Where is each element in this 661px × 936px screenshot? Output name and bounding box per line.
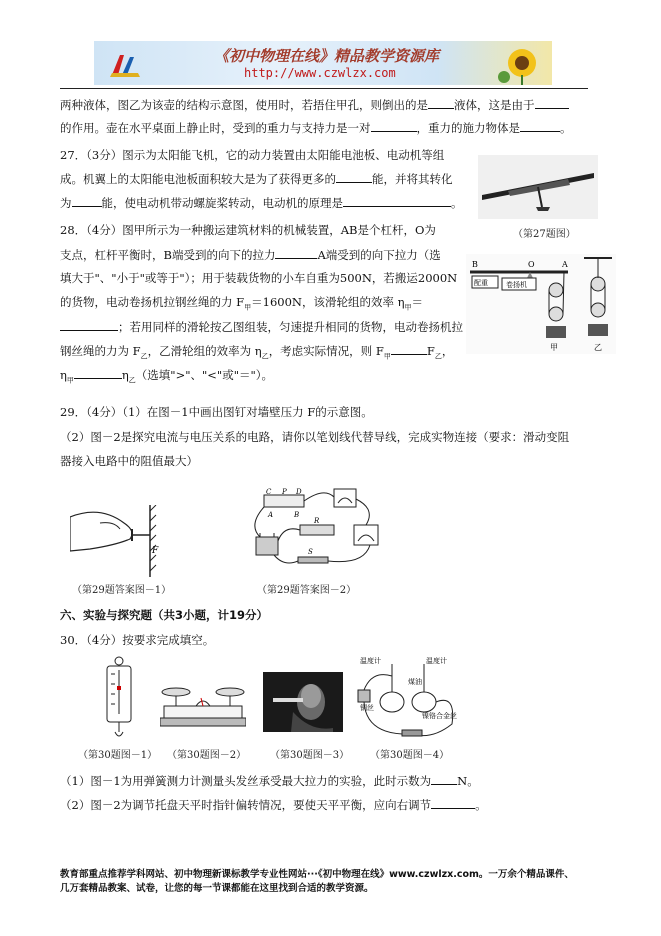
label-copper-wire: 铜丝: [360, 704, 374, 712]
figure-30-4-heating-experiment: [352, 654, 462, 744]
q28-line-5: ；若用同样的滑轮按乙图组装，匀速提升相同的货物，电动卷扬机拉: [60, 318, 463, 335]
figure-30-1-caption: （第30题图－1）: [78, 750, 158, 761]
footer-line-2: 几万套精品教案、试卷，让您的每一节课都能在这里找到合适的教学资源。: [60, 883, 374, 894]
label-A: A: [268, 511, 274, 519]
figure-28-pulley-machine: [466, 254, 616, 354]
q28-line-4: 的货物，电动卷扬机拉钢丝绳的力 $F_甲=1600N$，该滑轮组的效率 $\eta_甲=$: [60, 295, 424, 312]
q28-line-2: 支点，杠杆平衡时，B端受到的向下的拉力 A端受到的向下拉力（选: [60, 248, 441, 262]
label-S: S: [308, 548, 313, 556]
figure-30-4-caption: （第30题图－4）: [370, 750, 450, 761]
footer-line-1: 教育部重点推荐学科网站、初中物理新课标教学专业性网站···《初中物理在线》www.czwlzx.com。一万余个精品课件、: [60, 869, 574, 880]
label-winch: 卷扬机: [506, 281, 527, 289]
label-jia: 甲: [550, 343, 558, 352]
banner-url[interactable]: http://www.czwlzx.com: [244, 66, 396, 80]
q27-line-1: 27．（3分）图示为太阳能飞机，它的动力装置由太阳能电池板、电动机等组: [60, 148, 445, 162]
label-B: B: [472, 260, 478, 269]
label-C: C: [266, 488, 272, 496]
text-line-1: 两种液体，图乙为该壶的结构示意图，使用时，若捂住甲孔，则倒出的是 液体，这是由于: [60, 96, 569, 113]
label-counterweight: 配重: [474, 279, 488, 287]
q30-line-3: （2）图－2为调节托盘天平时指针偏转情况，要使天平平衡，应向右调节 。: [60, 798, 487, 812]
figure-29-2-caption: （第29题答案图－2）: [257, 585, 357, 596]
q28-line-6: 钢丝绳的力为 $F_乙$，乙滑轮组的效率为 $\eta_乙$，考虑实际情况，则 $F_甲$ $F_乙$，: [60, 344, 454, 361]
q30-line-2: （1）图－1为用弹簧测力计测量头发丝承受最大拉力的实验，此时示数为 N。: [60, 774, 479, 788]
label-nichrome-wire: 镍铬合金丝: [422, 712, 457, 720]
label-D: D: [296, 488, 302, 496]
label-A: A: [562, 260, 568, 269]
q30-line-1: 30．（4分）按要求完成填空。: [60, 633, 215, 647]
figure-29-1-caption: （第29题答案图－1）: [72, 585, 172, 596]
label-O: O: [528, 260, 535, 269]
figure-30-1-spring-scale: [97, 656, 141, 742]
q29-line-2: （2）图－2是探究电流与电压关系的电路，请你以笔划线代替导线，完成实物连接（要求：滑动变阻: [60, 430, 570, 444]
figure-27-solar-plane: [478, 155, 598, 219]
figure-27-caption: （第27题图）: [513, 229, 576, 240]
header-rule: [60, 88, 588, 89]
q27-line-3: 为 能，使电动机带动螺旋桨转动，电动机的原理是 。: [60, 196, 463, 210]
q28-line-1: 28．（4分）图甲所示为一种搬运建筑材料的机械装置，AB是个杠杆，O为: [60, 223, 436, 237]
label-thermometer-2: 温度计: [426, 657, 447, 665]
q29-line-3: 器接入电路中的阻值最大）: [60, 454, 198, 468]
text-line-2: 的作用。壶在水平桌面上静止时，受到的重力与支持力是一对 ，重力的施力物体是 。: [60, 121, 572, 135]
label-F: F: [152, 546, 159, 556]
q27-line-2: 成。机翼上的太阳能电池板面积较大是为了获得更多的 能，并将其转化: [60, 172, 453, 186]
q29-line-1: 29．（4分）（1）在图－1中画出图钉对墙壁压力 F的示意图。: [60, 405, 373, 419]
figure-30-2-caption: （第30题图－2）: [167, 750, 247, 761]
label-kerosene: 煤油: [408, 678, 422, 686]
figure-30-3-caption: （第30题图－3）: [270, 750, 350, 761]
figure-29-2-circuit: [244, 485, 384, 577]
figure-30-3-photo: [263, 672, 343, 732]
logo-icon: [108, 47, 142, 79]
banner-title: 《初中物理在线》精品教学资源库: [214, 47, 440, 65]
label-B: B: [294, 511, 300, 519]
section-6-heading: 六、实验与探究题（共3小题，计19分）: [60, 608, 269, 622]
sunflower-icon: [494, 43, 550, 85]
label-R: R: [314, 517, 320, 525]
q28-line-7: $\eta_甲$ $\eta_乙$（选填">"、"<"或"＝"）。: [60, 368, 274, 385]
figure-29-1-thumbtack: [70, 505, 180, 577]
figure-30-2-balance: [160, 680, 246, 734]
header-banner: [94, 41, 552, 85]
label-P: P: [282, 488, 287, 496]
q28-line-3: 填大于"、"小于"或等于"）；用于装载货物的小车自重为500N，若搬运2000N: [60, 271, 458, 285]
label-thermometer-1: 温度计: [360, 657, 381, 665]
label-yi: 乙: [594, 343, 602, 352]
